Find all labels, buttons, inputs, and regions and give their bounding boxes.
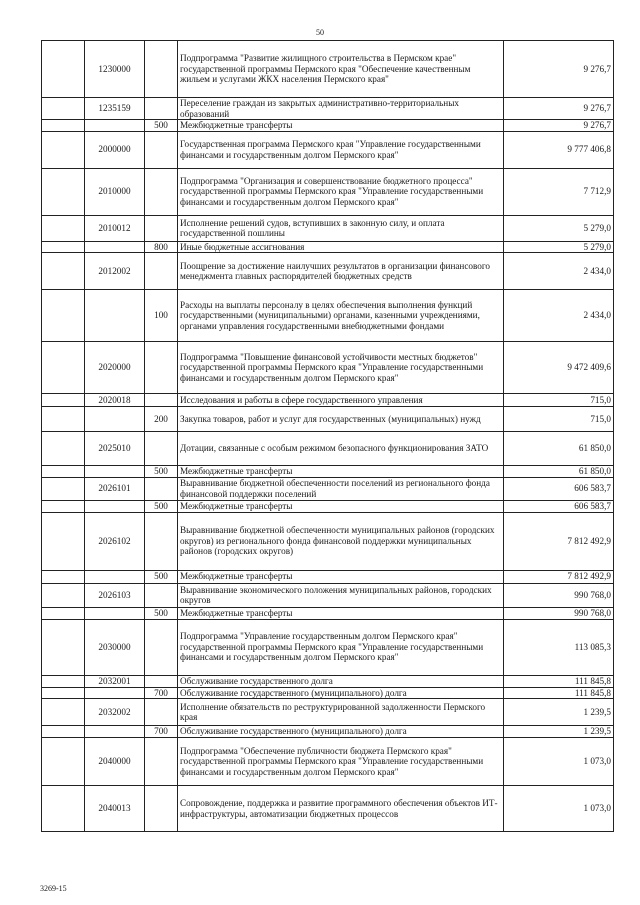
target-code-cell [85, 687, 145, 699]
target-code-cell: 2012002 [85, 253, 145, 290]
amount-cell: 111 845,8 [504, 675, 614, 687]
blank-cell [42, 290, 85, 342]
expense-type-cell [145, 98, 178, 120]
blank-cell [42, 583, 85, 607]
table-row [42, 407, 614, 432]
amount-cell: 606 583,7 [504, 477, 614, 500]
table-row [42, 500, 614, 512]
blank-cell [42, 407, 85, 432]
amount-cell: 9 276,7 [504, 120, 614, 132]
blank-cell [42, 394, 85, 407]
target-code-cell: 2026101 [85, 477, 145, 500]
description-cell: Исполнение решений судов, вступивших в законную силу, и оплата государственной пошлины [178, 215, 504, 241]
amount-cell: 9 472 409,6 [504, 342, 614, 394]
amount-cell: 5 279,0 [504, 241, 614, 253]
description-cell: Закупка товаров, работ и услуг для государственных (муниципальных) нужд [178, 407, 504, 432]
description-cell: Выравнивание бюджетной обеспеченности поселений из регионального фонда финансовой поддержки поселений [178, 477, 504, 500]
table-row [42, 619, 614, 675]
description-cell: Подпрограмма "Организация и совершенствование бюджетного процесса" государственной программы Пермского края "Управление государственными финансами и государственным долгом Пермского края" [178, 168, 504, 215]
description-cell: Расходы на выплаты персоналу в целях обеспечения выполнения функций государственными (муниципальными) органами, казенными учреждениями, органами управления государственными внебюджетными фондами [178, 290, 504, 342]
expense-type-cell [145, 619, 178, 675]
target-code-cell [85, 407, 145, 432]
expense-type-cell: 700 [145, 726, 178, 738]
amount-cell: 2 434,0 [504, 253, 614, 290]
table-row [42, 570, 614, 583]
description-cell: Обслуживание государственного долга [178, 675, 504, 687]
amount-cell: 1 073,0 [504, 786, 614, 832]
table-row [42, 394, 614, 407]
target-code-cell: 2026102 [85, 512, 145, 570]
target-code-cell: 1230000 [85, 41, 145, 98]
description-cell: Переселение граждан из закрытых административно-территориальных образований [178, 98, 504, 120]
amount-cell: 606 583,7 [504, 500, 614, 512]
table-row [42, 41, 614, 98]
blank-cell [42, 687, 85, 699]
expense-type-cell [145, 477, 178, 500]
expense-type-cell [145, 253, 178, 290]
budget-table [41, 40, 614, 832]
table-row [42, 253, 614, 290]
table-row [42, 675, 614, 687]
page-number: 50 [316, 28, 324, 37]
amount-cell: 990 768,0 [504, 583, 614, 607]
target-code-cell [85, 500, 145, 512]
description-cell: Обслуживание государственного (муниципального) долга [178, 726, 504, 738]
target-code-cell: 2000000 [85, 131, 145, 168]
blank-cell [42, 570, 85, 583]
description-cell: Межбюджетные трансферты [178, 570, 504, 583]
amount-cell: 1 073,0 [504, 738, 614, 786]
target-code-cell: 2010012 [85, 215, 145, 241]
blank-cell [42, 675, 85, 687]
expense-type-cell: 500 [145, 466, 178, 478]
blank-cell [42, 786, 85, 832]
expense-type-cell: 500 [145, 607, 178, 619]
document-code: 3269-15 [40, 884, 67, 893]
amount-cell: 2 434,0 [504, 290, 614, 342]
target-code-cell [85, 241, 145, 253]
amount-cell: 1 239,5 [504, 699, 614, 726]
description-cell: Государственная программа Пермского края "Управление государственными финансами и государственным долгом Пермского края" [178, 131, 504, 168]
blank-cell [42, 168, 85, 215]
blank-cell [42, 738, 85, 786]
description-cell: Сопровождение, поддержка и развитие программного обеспечения объектов ИТ-инфраструктуры, автоматизации бюджетных процессов [178, 786, 504, 832]
amount-cell: 9 276,7 [504, 41, 614, 98]
blank-cell [42, 512, 85, 570]
table-row [42, 512, 614, 570]
table-row [42, 786, 614, 832]
blank-cell [42, 253, 85, 290]
table-row [42, 120, 614, 132]
expense-type-cell [145, 394, 178, 407]
table-row [42, 466, 614, 478]
description-cell: Межбюджетные трансферты [178, 466, 504, 478]
expense-type-cell: 800 [145, 241, 178, 253]
target-code-cell: 1235159 [85, 98, 145, 120]
blank-cell [42, 120, 85, 132]
target-code-cell: 2030000 [85, 619, 145, 675]
blank-cell [42, 477, 85, 500]
expense-type-cell: 200 [145, 407, 178, 432]
blank-cell [42, 98, 85, 120]
blank-cell [42, 432, 85, 466]
target-code-cell [85, 290, 145, 342]
target-code-cell: 2026103 [85, 583, 145, 607]
expense-type-cell: 700 [145, 687, 178, 699]
expense-type-cell [145, 699, 178, 726]
amount-cell: 7 712,9 [504, 168, 614, 215]
target-code-cell: 2032002 [85, 699, 145, 726]
table-row [42, 215, 614, 241]
description-cell: Выравнивание экономического положения муниципальных районов, городских округов [178, 583, 504, 607]
table-row [42, 583, 614, 607]
target-code-cell: 2040013 [85, 786, 145, 832]
description-cell: Исследования и работы в сфере государственного управления [178, 394, 504, 407]
blank-cell [42, 41, 85, 98]
description-cell: Поощрение за достижение наилучших результатов в организации финансового менеджмента главных распорядителей бюджетных средств [178, 253, 504, 290]
target-code-cell: 2032001 [85, 675, 145, 687]
table-row [42, 342, 614, 394]
table-row [42, 131, 614, 168]
target-code-cell: 2020018 [85, 394, 145, 407]
blank-cell [42, 241, 85, 253]
table-row [42, 432, 614, 466]
amount-cell: 9 777 406,8 [504, 131, 614, 168]
blank-cell [42, 215, 85, 241]
expense-type-cell [145, 41, 178, 98]
amount-cell: 113 085,3 [504, 619, 614, 675]
description-cell: Межбюджетные трансферты [178, 120, 504, 132]
table-row [42, 168, 614, 215]
expense-type-cell [145, 583, 178, 607]
table-row [42, 241, 614, 253]
amount-cell: 715,0 [504, 394, 614, 407]
amount-cell: 61 850,0 [504, 432, 614, 466]
target-code-cell: 2040000 [85, 738, 145, 786]
expense-type-cell: 500 [145, 570, 178, 583]
amount-cell: 7 812 492,9 [504, 570, 614, 583]
blank-cell [42, 726, 85, 738]
target-code-cell: 2020000 [85, 342, 145, 394]
expense-type-cell: 500 [145, 120, 178, 132]
blank-cell [42, 500, 85, 512]
description-cell: Подпрограмма "Развитие жилищного строительства в Пермском крае" государственной программы Пермского края "Обеспечение качественным жильем и услугами ЖКХ населения Пермского края" [178, 41, 504, 98]
table-row [42, 738, 614, 786]
expense-type-cell [145, 786, 178, 832]
table-row [42, 687, 614, 699]
amount-cell: 715,0 [504, 407, 614, 432]
target-code-cell [85, 726, 145, 738]
expense-type-cell: 100 [145, 290, 178, 342]
description-cell: Подпрограмма "Повышение финансовой устойчивости местных бюджетов" государственной программы Пермского края "Управление государственными финансами и государственным долгом Пермского края" [178, 342, 504, 394]
description-cell: Обслуживание государственного (муниципального) долга [178, 687, 504, 699]
amount-cell: 990 768,0 [504, 607, 614, 619]
blank-cell [42, 607, 85, 619]
description-cell: Подпрограмма "Обеспечение публичности бюджета Пермского края" государственной программы Пермского края "Управление государственными финансами и государственным долгом Пермского края" [178, 738, 504, 786]
table-row [42, 290, 614, 342]
target-code-cell [85, 607, 145, 619]
blank-cell [42, 342, 85, 394]
target-code-cell [85, 120, 145, 132]
table-row [42, 607, 614, 619]
table-row [42, 477, 614, 500]
table-row [42, 98, 614, 120]
expense-type-cell [145, 131, 178, 168]
blank-cell [42, 619, 85, 675]
expense-type-cell [145, 738, 178, 786]
amount-cell: 111 845,8 [504, 687, 614, 699]
description-cell: Исполнение обязательств по реструктурированной задолженности Пермского края [178, 699, 504, 726]
expense-type-cell [145, 675, 178, 687]
target-code-cell [85, 570, 145, 583]
amount-cell: 5 279,0 [504, 215, 614, 241]
amount-cell: 7 812 492,9 [504, 512, 614, 570]
description-cell: Межбюджетные трансферты [178, 500, 504, 512]
target-code-cell: 2010000 [85, 168, 145, 215]
blank-cell [42, 699, 85, 726]
description-cell: Подпрограмма "Управление государственным долгом Пермского края" государственной программы Пермского края "Управление государственными финансами и государственным долгом Пермского края" [178, 619, 504, 675]
blank-cell [42, 466, 85, 478]
description-cell: Выравнивание бюджетной обеспеченности муниципальных районов (городских округов) из регионального фонда финансовой поддержки муниципальных районов (городских округов) [178, 512, 504, 570]
expense-type-cell [145, 168, 178, 215]
expense-type-cell [145, 215, 178, 241]
target-code-cell [85, 466, 145, 478]
expense-type-cell [145, 512, 178, 570]
description-cell: Дотации, связанные с особым режимом безопасного функционирования ЗАТО [178, 432, 504, 466]
expense-type-cell [145, 432, 178, 466]
expense-type-cell: 500 [145, 500, 178, 512]
target-code-cell: 2025010 [85, 432, 145, 466]
description-cell: Межбюджетные трансферты [178, 607, 504, 619]
amount-cell: 61 850,0 [504, 466, 614, 478]
expense-type-cell [145, 342, 178, 394]
table-row [42, 726, 614, 738]
amount-cell: 9 276,7 [504, 98, 614, 120]
amount-cell: 1 239,5 [504, 726, 614, 738]
blank-cell [42, 131, 85, 168]
table-row [42, 699, 614, 726]
description-cell: Иные бюджетные ассигнования [178, 241, 504, 253]
